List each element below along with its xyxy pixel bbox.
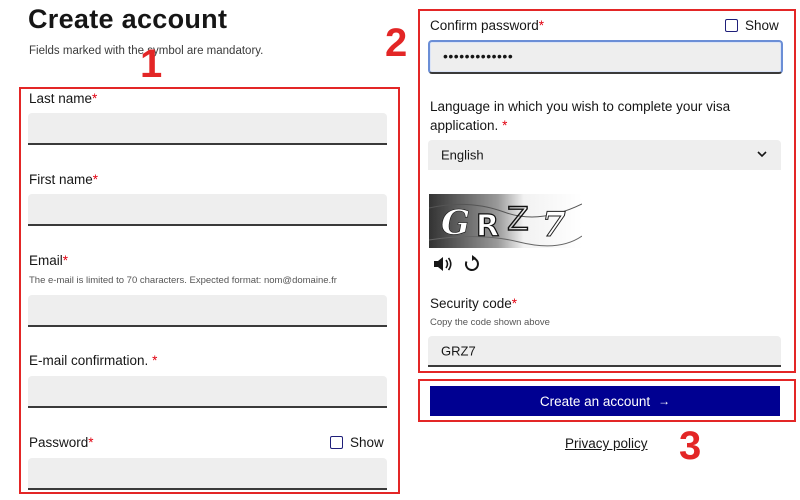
chevron-down-icon — [757, 149, 767, 161]
language-label: Language in which you wish to complete your visa application. * — [430, 99, 731, 133]
captcha-char-3: Z — [507, 200, 529, 238]
password-show-toggle[interactable] — [330, 435, 384, 450]
annotation-number-3: 3 — [679, 424, 702, 468]
create-account-button[interactable] — [430, 386, 780, 416]
language-select[interactable] — [428, 140, 781, 170]
page-title: Create account — [28, 4, 228, 34]
captcha-image — [429, 194, 582, 248]
security-code-value: GRZ7 — [441, 343, 476, 358]
email-label: Email* — [29, 253, 69, 268]
email-hint: The e-mail is limited to 70 characters. Expected format: nom@domaine.fr — [29, 275, 337, 286]
first-name-input[interactable] — [28, 194, 387, 226]
email-confirmation-label: E-mail confirmation. * — [29, 353, 158, 368]
security-code-hint: Copy the code shown above — [430, 317, 550, 328]
email-confirmation-input[interactable] — [28, 376, 387, 408]
annotation-number-1: 1 — [140, 42, 163, 86]
language-selected-value: English — [441, 147, 484, 163]
password-label: Password* — [29, 435, 94, 450]
mandatory-prefix: Fields marked with the — [29, 45, 145, 57]
privacy-policy-link[interactable]: Privacy policy — [565, 436, 648, 451]
email-input[interactable] — [28, 295, 387, 327]
create-account-label: Create an account — [539, 393, 651, 409]
password-input[interactable] — [28, 458, 387, 490]
arrow-right-icon: → — [658, 394, 671, 408]
captcha-char-2: R — [476, 209, 500, 244]
captcha-char-1: G — [441, 203, 471, 243]
password-show-label: Show — [350, 435, 384, 450]
speaker-icon[interactable] — [432, 254, 454, 274]
captcha-char-4: 7 — [542, 205, 566, 245]
confirm-password-show-label: Show — [745, 18, 779, 33]
mandatory-suffix: symbol are mandatory. — [147, 45, 264, 57]
confirm-password-show-toggle[interactable] — [725, 18, 779, 33]
first-name-label: First name* — [29, 172, 99, 187]
highlight-box-1 — [19, 87, 400, 494]
confirm-password-show-checkbox[interactable] — [725, 19, 738, 32]
last-name-label: Last name* — [29, 91, 98, 106]
security-code-label: Security code* — [430, 296, 518, 311]
security-code-input[interactable] — [428, 336, 781, 367]
last-name-input[interactable] — [28, 113, 387, 145]
annotation-number-2: 2 — [385, 21, 408, 65]
password-show-checkbox[interactable] — [330, 436, 343, 449]
confirm-password-masked: ••••••••••••• — [443, 48, 514, 65]
refresh-icon[interactable] — [461, 254, 483, 274]
confirm-password-input[interactable] — [428, 40, 783, 74]
confirm-password-label: Confirm password* — [430, 18, 545, 33]
